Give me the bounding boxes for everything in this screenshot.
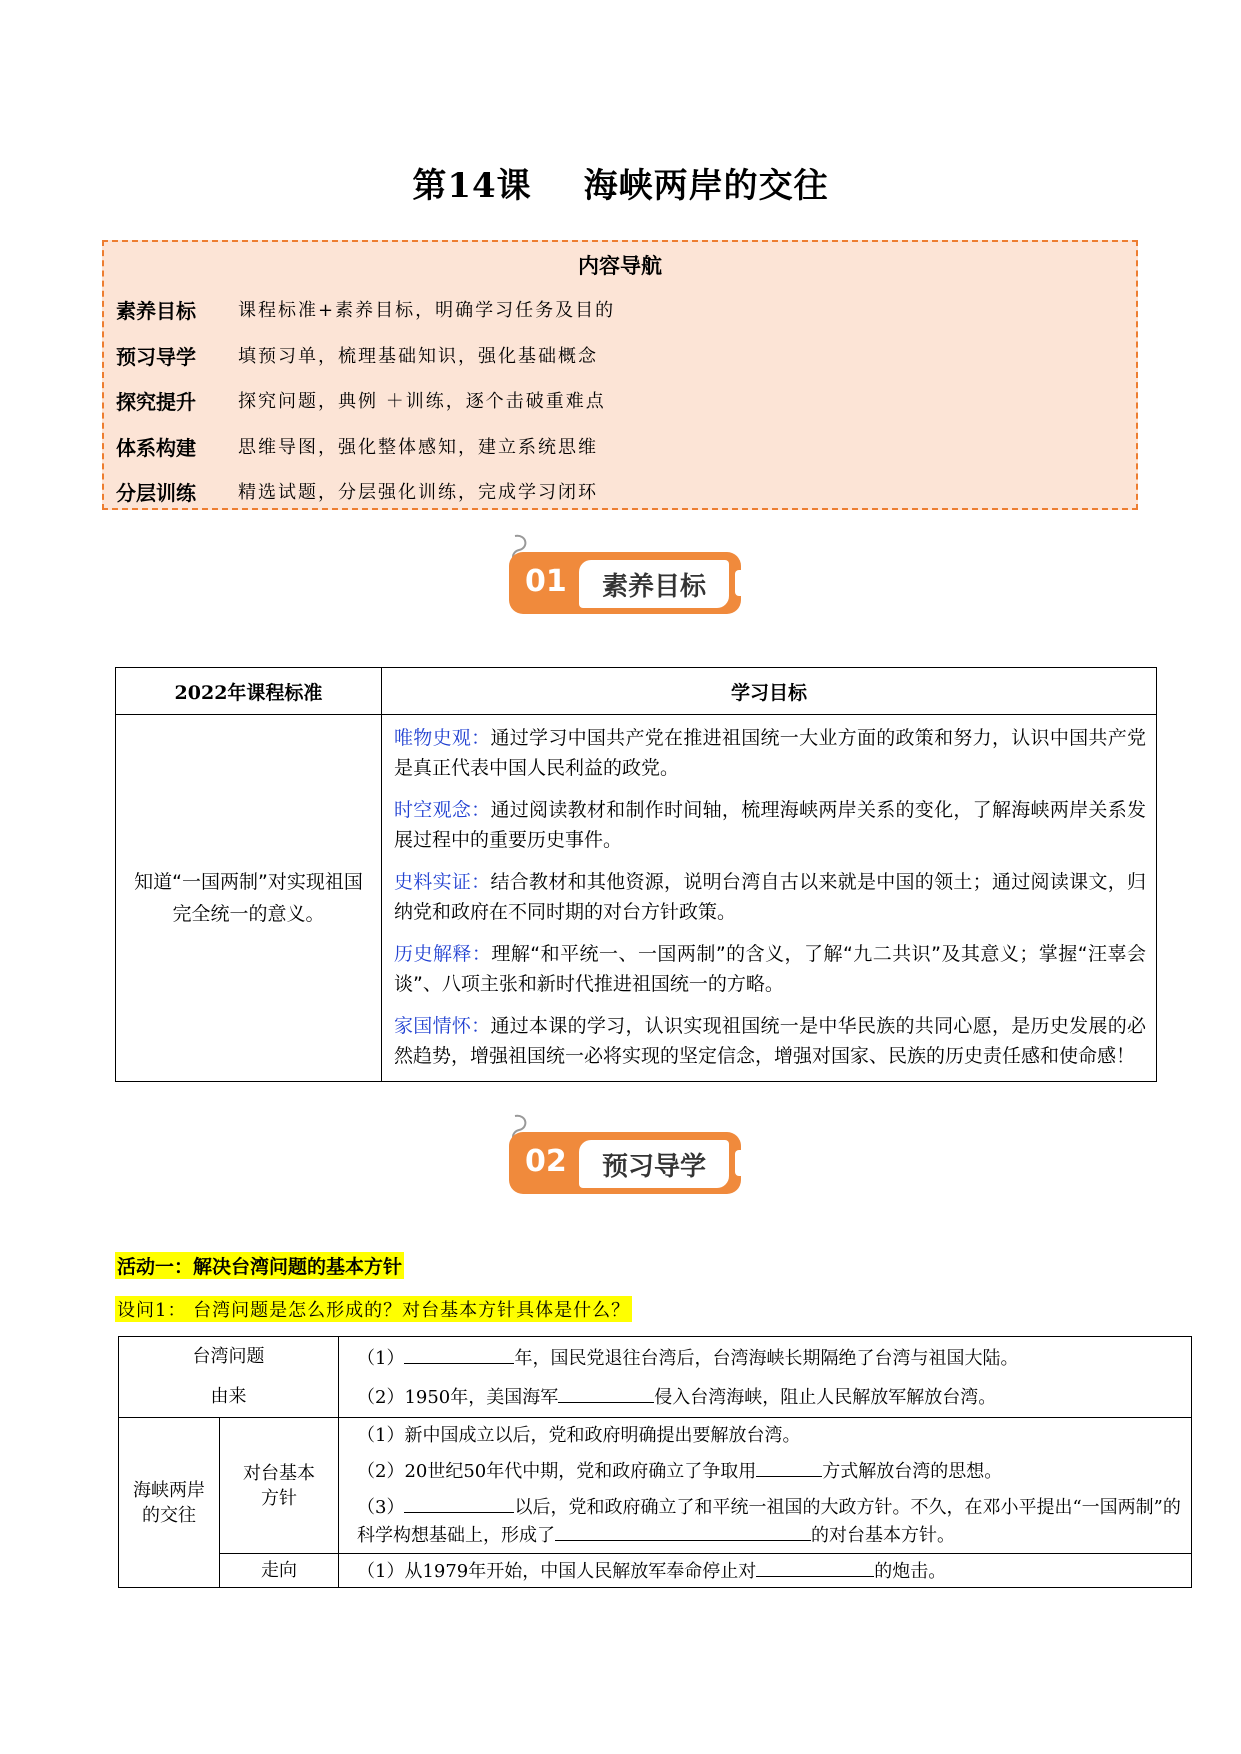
goal-text: 结合教材和其他资源，说明台湾自古以来就是中国的领土；通过阅读课文，归纳党和政府在不同时期的对台方针政策。 bbox=[394, 871, 1146, 923]
fill-blank[interactable] bbox=[558, 1382, 654, 1403]
exchange-label-cell bbox=[119, 1418, 220, 1588]
policy-item-3: （3） 以后，党和政府确立了和平统一祖国的大政方针。不久，在邓小平提出“一国两制”的科学构想基础上，形成了 的对台基本方针。 bbox=[339, 1487, 1191, 1553]
goal-item bbox=[394, 1011, 1146, 1071]
content-navigation-box bbox=[102, 240, 1138, 510]
fill-blank[interactable] bbox=[404, 1492, 514, 1513]
nav-item bbox=[116, 340, 598, 370]
goal-key: 唯物史观： bbox=[394, 727, 491, 749]
nav-item-key: 体系构建 bbox=[116, 435, 196, 460]
nav-item-key: 预习导学 bbox=[116, 344, 196, 369]
policy-item-1: （1）新中国成立以后，党和政府明确提出要解放台湾。 bbox=[357, 1425, 801, 1446]
section-label: 预习导学 bbox=[579, 1140, 729, 1188]
table-row bbox=[119, 1554, 1192, 1588]
goal-text: 通过本课的学习，认识实现祖国统一是中华民族的共同心愿，是历史发展的必然趋势，增强祖国统一必将实现的坚定信念，增强对国家、民族的历史责任感和使命感！ bbox=[394, 1015, 1146, 1067]
goal-text: 理解“和平统一、一国两制”的含义，了解“九二共识”及其意义；掌握“汪辜会谈”、八项主张和新时代推进祖国统一的方略。 bbox=[394, 943, 1146, 995]
goal-item bbox=[394, 723, 1146, 783]
goals-cell bbox=[382, 715, 1157, 1082]
origin-label-cell bbox=[119, 1337, 339, 1418]
policy-content-cell bbox=[339, 1418, 1192, 1554]
nav-item-text: 思维导图，强化整体感知，建立系统思维 bbox=[238, 437, 598, 458]
nav-item bbox=[116, 431, 598, 461]
fill-blank[interactable] bbox=[756, 1556, 874, 1577]
standard-text: 知道“一国两制”对实现祖国完全统一的意义。 bbox=[134, 871, 363, 925]
nav-item-key: 分层训练 bbox=[116, 480, 196, 505]
nav-item-key: 素养目标 bbox=[116, 298, 196, 323]
fill-blank[interactable] bbox=[756, 1456, 822, 1477]
header-goals: 学习目标 bbox=[382, 668, 1157, 715]
nav-item-key: 探究提升 bbox=[116, 389, 196, 414]
goal-text: 通过阅读教材和制作时间轴，梳理海峡两岸关系的变化，了解海峡两岸关系发展过程中的重要历史事件。 bbox=[394, 799, 1146, 851]
lesson-name: 海峡两岸的交往 bbox=[583, 166, 829, 206]
goal-item bbox=[394, 939, 1146, 999]
nav-item bbox=[116, 385, 606, 415]
page-title bbox=[0, 158, 1241, 207]
nav-item-text: 填预习单，梳理基础知识，强化基础概念 bbox=[238, 346, 598, 367]
policy-label: 对台基本方针 bbox=[243, 1462, 315, 1509]
objectives-table bbox=[115, 667, 1157, 1082]
standard-cell bbox=[116, 715, 382, 1082]
trend-label-cell bbox=[220, 1554, 339, 1588]
policy-label-cell bbox=[220, 1418, 339, 1554]
table-header-row bbox=[116, 668, 1157, 715]
goal-text: 通过学习中国共产党在推进祖国统一大业方面的政策和努力，认识中国共产党是真正代表中国人民利益的政党。 bbox=[394, 727, 1146, 779]
trend-label: 走向 bbox=[261, 1559, 297, 1581]
section-badge-objectives bbox=[505, 532, 745, 622]
section-number: 01 bbox=[525, 564, 567, 599]
section-label: 素养目标 bbox=[579, 560, 729, 608]
nav-item-text: 课程标准+素养目标，明确学习任务及目的 bbox=[238, 300, 616, 321]
fill-blank[interactable] bbox=[404, 1343, 514, 1364]
exchange-label: 海峡两岸的交往 bbox=[133, 1479, 205, 1526]
preview-table bbox=[118, 1336, 1192, 1588]
nav-item bbox=[116, 476, 598, 506]
origin-content-cell bbox=[339, 1337, 1192, 1418]
origin-label-line2: 由来 bbox=[210, 1386, 247, 1407]
goal-key: 史料实证： bbox=[394, 871, 491, 893]
lesson-number: 第14课 bbox=[412, 166, 532, 206]
table-row bbox=[119, 1337, 1192, 1418]
nav-heading: 内容导航 bbox=[578, 254, 662, 278]
trend-content-cell bbox=[339, 1554, 1192, 1588]
activity-question: 设问1： 台湾问题是怎么形成的？对台基本方针具体是什么？ bbox=[115, 1296, 632, 1322]
header-standard: 2022年课程标准 bbox=[116, 668, 382, 715]
activity-title: 活动一：解决台湾问题的基本方针 bbox=[115, 1252, 404, 1279]
section-badge-preview bbox=[505, 1112, 745, 1202]
goal-key: 时空观念： bbox=[394, 799, 491, 821]
nav-item-text: 探究问题，典例 ＋训练，逐个击破重难点 bbox=[238, 391, 606, 412]
trend-item-1: （1）从1979年开始，中国人民解放军奉命停止对 的炮击。 bbox=[339, 1554, 1191, 1587]
origin-label-line1: 台湾问题 bbox=[192, 1346, 265, 1367]
goal-item bbox=[394, 795, 1146, 855]
fill-blank[interactable] bbox=[555, 1520, 811, 1541]
goal-item bbox=[394, 867, 1146, 927]
nav-item-text: 精选试题，分层强化训练，完成学习闭环 bbox=[238, 482, 598, 503]
table-row bbox=[116, 715, 1157, 1082]
goal-key: 家国情怀： bbox=[394, 1015, 491, 1037]
section-number: 02 bbox=[525, 1144, 567, 1179]
origin-item-2: （2）1950年，美国海军 侵入台湾海峡，阻止人民解放军解放台湾。 bbox=[339, 1377, 1191, 1416]
goal-key: 历史解释： bbox=[394, 943, 492, 965]
origin-item-1: （1） 年，国民党退往台湾后，台湾海峡长期隔绝了台湾与祖国大陆。 bbox=[339, 1338, 1191, 1377]
policy-item-2: （2）20世纪50年代中期，党和政府确立了争取用 方式解放台湾的思想。 bbox=[339, 1451, 1191, 1487]
table-row bbox=[119, 1418, 1192, 1554]
nav-item bbox=[116, 294, 615, 324]
